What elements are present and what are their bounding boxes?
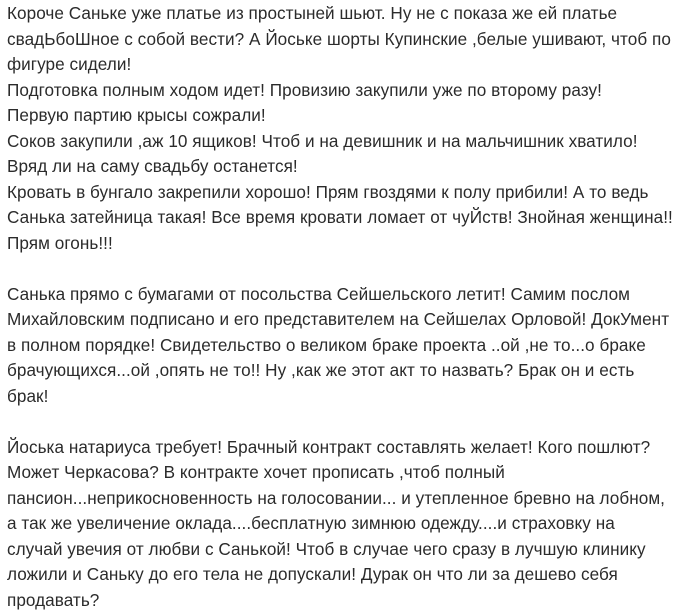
text-line: Соков закупили ,аж 10 ящиков! Чтоб и на девишник и на мальчишник хватило!	[7, 129, 697, 155]
paragraph-marriage-contract	[7, 435, 697, 613]
text-line: свадЬбоШное с собой вести? А Йоське шорты Купинские ,белые ушивают, чтоб по	[7, 27, 697, 53]
text-line: случай увечия от любви с Санькой! Чтоб в случае чего сразу в лучшую клинику	[7, 537, 697, 563]
paragraph-wedding-outfits	[7, 1, 697, 256]
text-line: пансион...неприкосновенность на голосовании... и утепленное бревно на лобном,	[7, 486, 697, 512]
text-line: Санька прямо с бумагами от посольства Сейшельского летит! Самим послом	[7, 282, 697, 308]
text-line: Йоська натариуса требует! Брачный контракт составлять желает! Кого пошлют?	[7, 435, 697, 461]
paragraph-embassy-papers	[7, 282, 697, 410]
text-line: Прям огонь!!!	[7, 231, 697, 257]
text-line: а так же увеличение оклада....бесплатную зимнюю одежду....и страховку на	[7, 511, 697, 537]
text-line: в полном порядке! Свидетельство о великом браке проекта ..ой ,не то...о браке	[7, 333, 697, 359]
text-line: Короче Саньке уже платье из простыней шьют. Ну не с показа же ей платье	[7, 1, 697, 27]
paragraph-gap	[7, 409, 697, 435]
text-line: брачующихся...ой ,опять не то!! Ну ,как же этот акт то назвать? Брак он и есть	[7, 358, 697, 384]
paragraph-gap	[7, 256, 697, 282]
text-line: Михайловским подписано и его представителем на Сейшелах Орловой! ДокУмент	[7, 307, 697, 333]
text-line: брак!	[7, 384, 697, 410]
text-line: Вряд ли на саму свадьбу останется!	[7, 154, 697, 180]
text-line: фигуре сидели!	[7, 52, 697, 78]
text-line: Санька затейница такая! Все время кровати ломает от чуЙств! Знойная женщина!!	[7, 205, 697, 231]
text-line: Первую партию крысы сожрали!	[7, 103, 697, 129]
text-line: Подготовка полным ходом идет! Провизию закупили уже по второму разу!	[7, 78, 697, 104]
text-line: ложили и Саньку до его тела не допускали! Дурак он что ли за дешево себя	[7, 562, 697, 588]
text-line: продавать?	[7, 588, 697, 613]
document-body	[7, 1, 697, 613]
text-line: Может Черкасова? В контракте хочет прописать ,чтоб полный	[7, 460, 697, 486]
text-line: Кровать в бунгало закрепили хорошо! Прям гвоздями к полу прибили! А то ведь	[7, 180, 697, 206]
